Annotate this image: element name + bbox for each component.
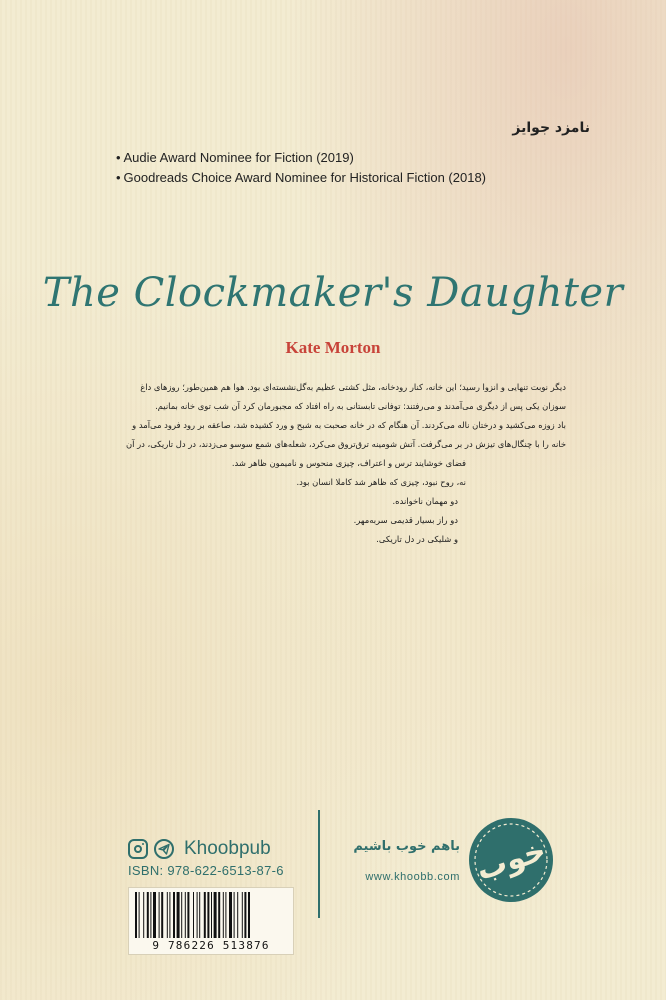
- barcode: [128, 887, 294, 955]
- blurb-line: باد زوزه می‌کشید و درختان ناله می‌کردند. آن هنگام که در خانه صحبت به شبح و ورد کشیده شد، صاعقه بر رود فرود می‌آمد و: [132, 420, 566, 430]
- blurb-line: و شلیکی در دل تاریکی.: [376, 534, 458, 544]
- barcode-digits: 9 786226 513876: [152, 939, 270, 952]
- blurb-line: خانه را با چنگال‌های تیزش در بر می‌گرفت. آتش شومینه ترق‌تروق می‌کرد، شعله‌های شمع سوسو می‌زدند، در دل تاریکی، در آن: [125, 439, 566, 449]
- barcode-icon: [133, 892, 289, 938]
- instagram-icon[interactable]: [128, 839, 148, 859]
- blurb-line: فضای خوشایند ترس و اعتراف، چیزی منحوس و نامیمون ظاهر شد.: [231, 458, 466, 468]
- awards-list: [116, 148, 486, 188]
- award-text: Goodreads Choice Award Nominee for Historical Fiction (2018): [123, 170, 486, 185]
- telegram-icon[interactable]: [154, 839, 174, 859]
- blurb: [100, 378, 566, 549]
- book-title: The Clockmaker's Daughter: [42, 270, 624, 316]
- social-handle: Khoobpub: [184, 838, 271, 859]
- blurb-line: سوزان یکی پس از دیگری می‌آمدند و می‌رفتند: توفانی تابستانی به راه افتاد که مجبورمان کرد آن شب توی خانه بمانیم.: [155, 401, 566, 411]
- award-item: [116, 148, 486, 168]
- awards-heading: نامزد جوایز: [512, 120, 590, 136]
- isbn: ISBN: 978-622-6513-87-6: [128, 863, 284, 878]
- blurb-line: دیگر نوبت تنهایی و انزوا رسید؛ این خانه، کنار رودخانه، مثل کشتی عظیم به‌گل‌نشسته‌ای بود. هوا هم همین‌طور؛ روزهای داغ: [140, 382, 566, 392]
- blurb-line: دو راز بسیار قدیمی سربه‌مهر.: [353, 515, 458, 525]
- logo-text: خوب: [472, 832, 551, 889]
- award-item: [116, 168, 486, 188]
- blurb-line: دو مهمان ناخوانده.: [392, 496, 458, 506]
- bullet-icon: •: [115, 170, 121, 185]
- divider: [318, 810, 320, 918]
- award-text: Audie Award Nominee for Fiction (2019): [123, 150, 354, 165]
- publisher-website[interactable]: www.khoobb.com: [365, 871, 460, 883]
- blurb-line: نه، روح نبود، چیزی که ظاهر شد کاملا انسان بود.: [296, 477, 466, 487]
- khoob-logo-icon: [466, 815, 556, 905]
- bullet-icon: •: [115, 150, 121, 165]
- publisher-slogan: باهم خوب باشیم: [353, 839, 460, 854]
- author-name: Kate Morton: [285, 338, 381, 357]
- social-links: [128, 838, 271, 860]
